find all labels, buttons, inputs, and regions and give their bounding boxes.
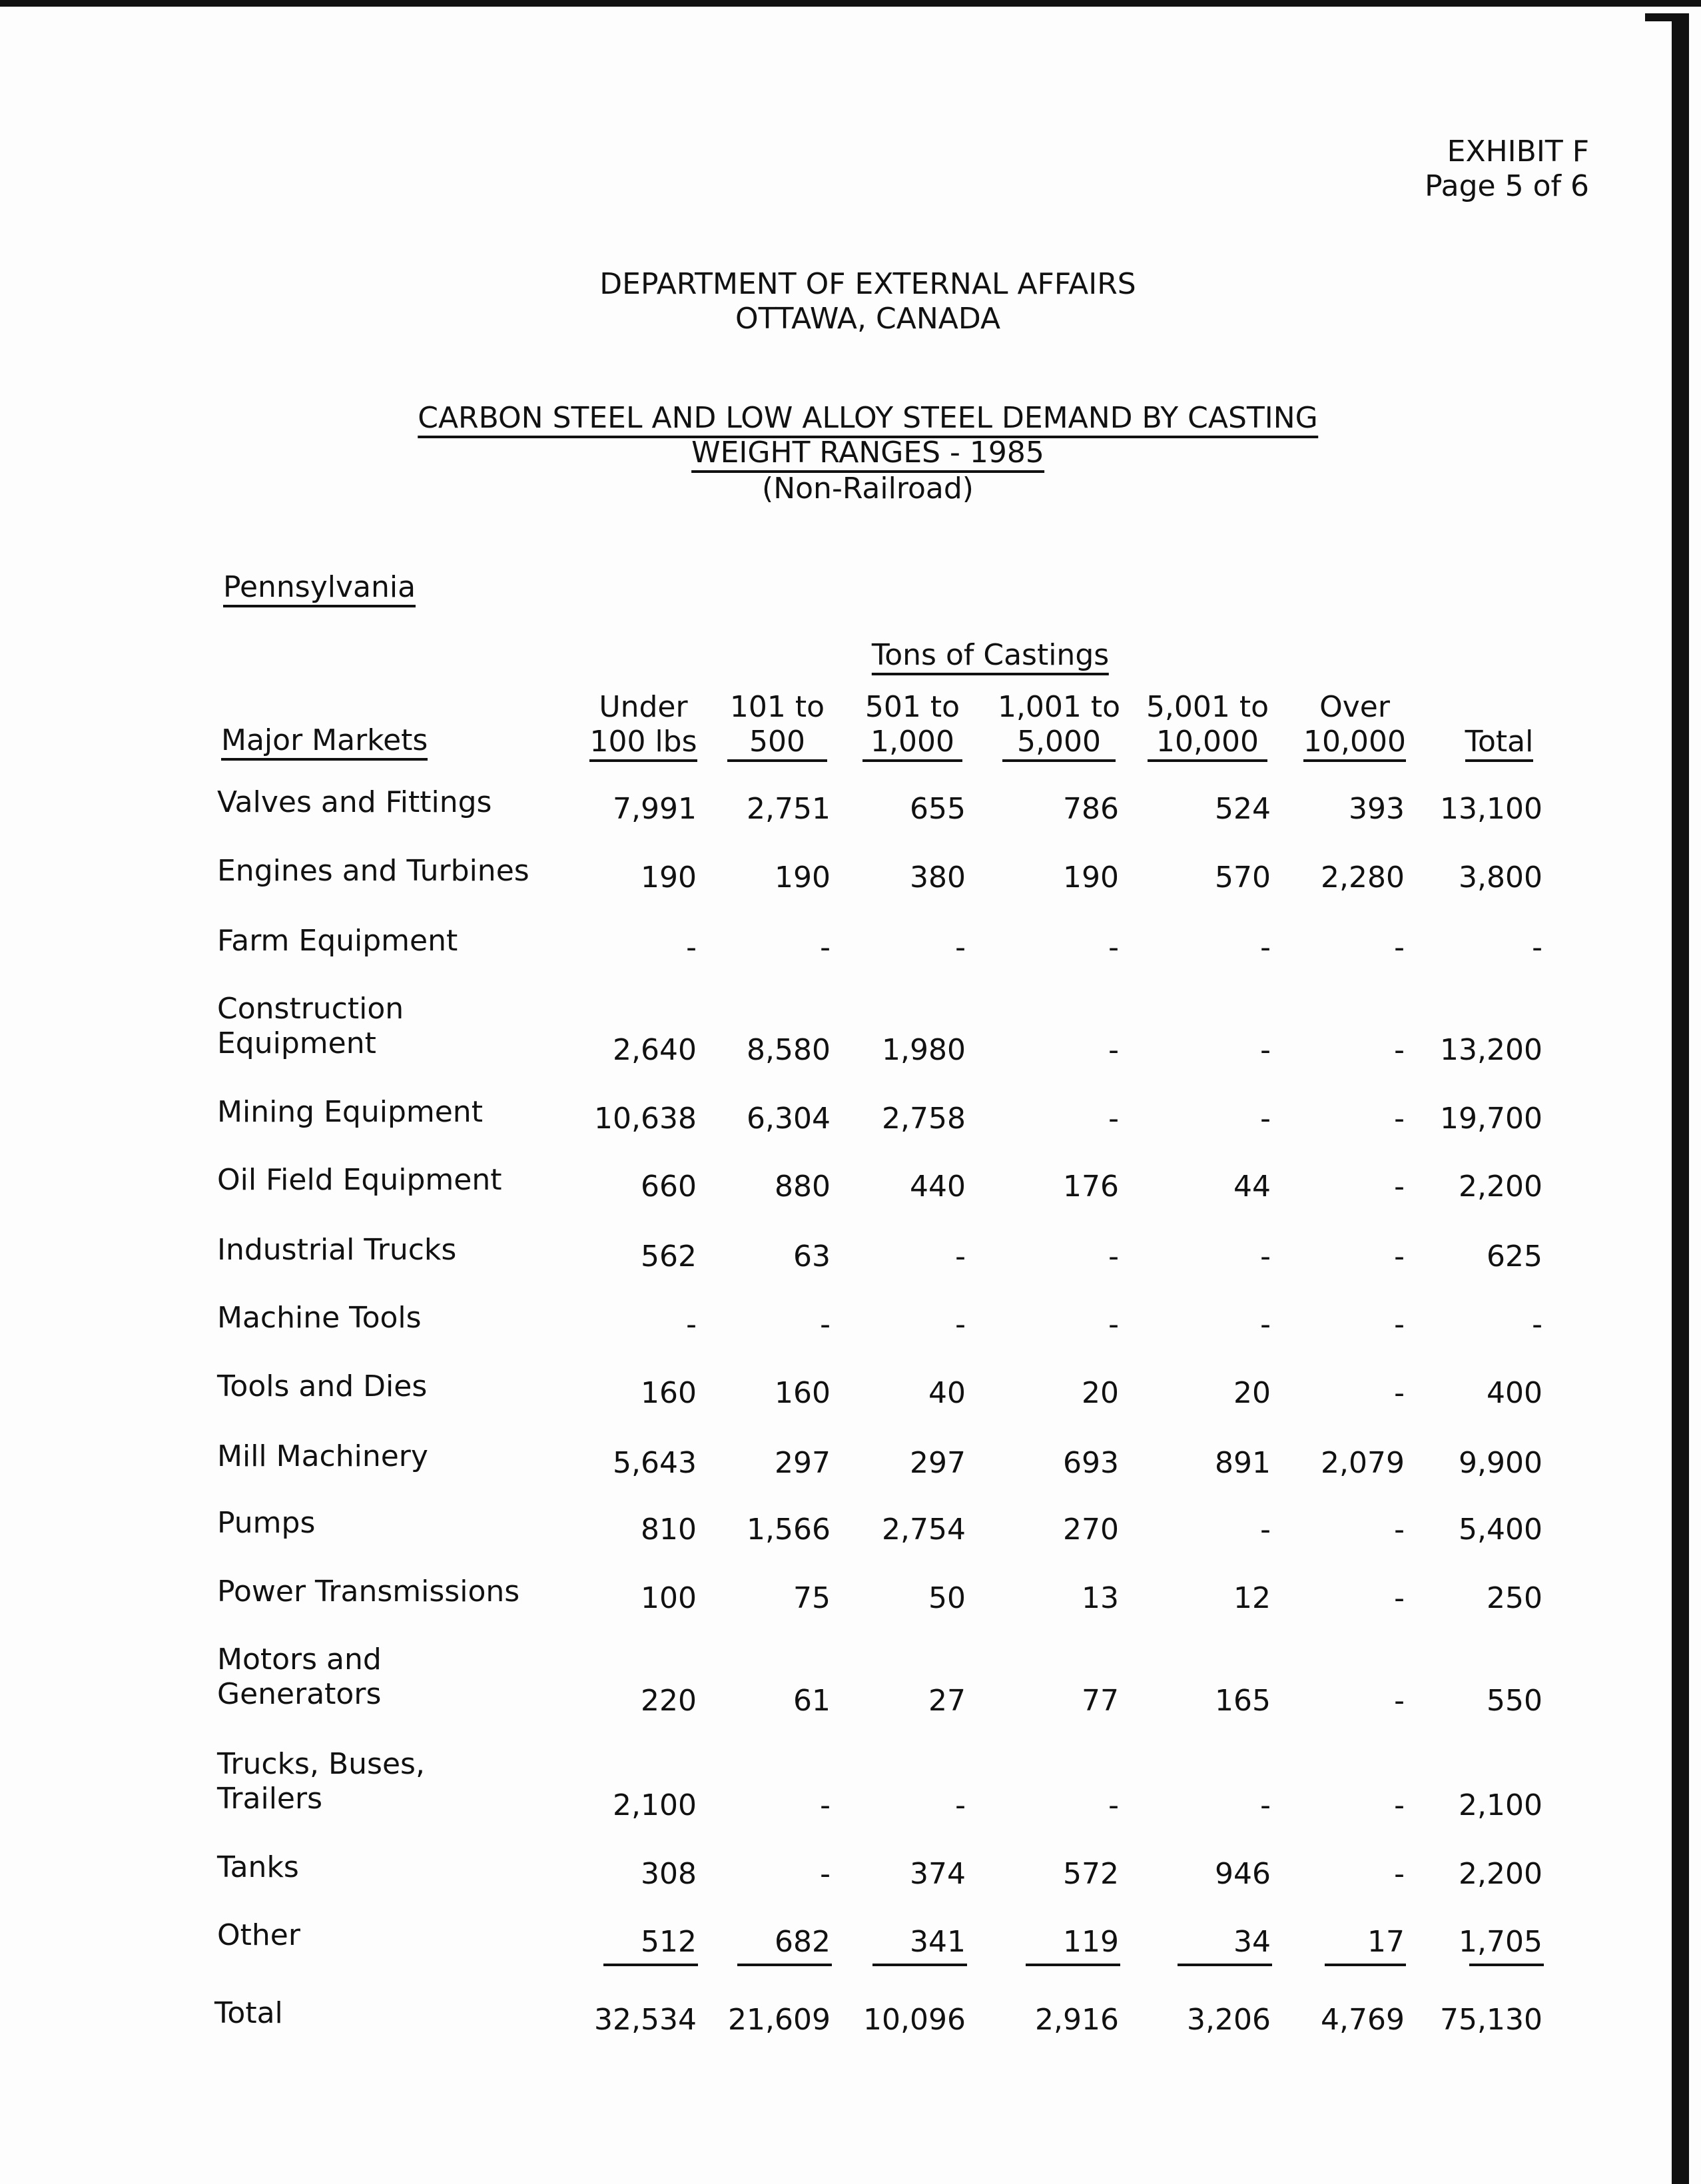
subtotal-underline	[872, 1964, 967, 1966]
table-cell: 2,640	[613, 1033, 697, 1067]
column-header-line1: 501 to	[864, 690, 960, 724]
market-label: Mill Machinery	[217, 1439, 428, 1473]
column-header-line2: Total	[1465, 725, 1534, 762]
table-cell: -	[686, 930, 697, 964]
table-cell: 61	[793, 1684, 831, 1718]
column-header-line1: Under	[599, 690, 688, 724]
table-cell: -	[1394, 1857, 1405, 1891]
table-cell: 12	[1233, 1581, 1271, 1615]
table-cell: -	[1260, 1240, 1271, 1274]
table-cell: -	[1394, 1033, 1405, 1067]
table-cell: 562	[641, 1240, 697, 1274]
table-cell: 100	[641, 1581, 697, 1615]
table-cell: -	[955, 930, 966, 964]
table-cell: -	[820, 1788, 831, 1822]
table-cell: -	[686, 1307, 697, 1341]
table-cell: -	[1260, 1033, 1271, 1067]
table-cell: 297	[910, 1446, 966, 1480]
table-cell: 380	[910, 861, 966, 895]
table-cell: 660	[641, 1170, 697, 1204]
table-cell: 10,638	[594, 1102, 697, 1136]
total-cell: 32,534	[594, 2003, 697, 2037]
subtotal-underline	[1469, 1964, 1544, 1966]
column-header-line1: Over	[1319, 690, 1390, 724]
column-header-line2: 10,000	[1148, 725, 1267, 762]
table-cell: -	[955, 1240, 966, 1274]
market-label: Construction	[217, 992, 404, 1026]
table-cell: 393	[1349, 792, 1405, 826]
table-cell: 5,643	[613, 1446, 697, 1480]
market-label: Farm Equipment	[217, 924, 458, 958]
table-cell: 308	[641, 1857, 697, 1891]
subtotal-underline	[1026, 1964, 1120, 1966]
total-cell: 10,096	[863, 2003, 966, 2037]
department-name: DEPARTMENT OF EXTERNAL AFFAIRS	[599, 267, 1136, 301]
table-cell: 190	[1063, 861, 1119, 895]
table-cell: 440	[910, 1170, 966, 1204]
column-header-line2: 5,000	[1002, 725, 1116, 762]
table-cell: 20	[1082, 1376, 1119, 1410]
table-cell: -	[1394, 1240, 1405, 1274]
table-cell: -	[1260, 930, 1271, 964]
table-cell: 2,758	[882, 1102, 966, 1136]
total-cell: 4,769	[1321, 2003, 1405, 2037]
market-label: Generators	[217, 1677, 382, 1711]
table-cell: -	[1108, 1033, 1119, 1067]
column-header	[1298, 690, 1411, 762]
table-cell: 786	[1063, 792, 1119, 826]
subtotal-underline	[1178, 1964, 1272, 1966]
table-cell: 50	[928, 1581, 966, 1615]
table-cell: 119	[1063, 1925, 1119, 1959]
table-cell: -	[1532, 1307, 1542, 1341]
table-cell: 13,100	[1440, 792, 1542, 826]
table-cell: 165	[1215, 1684, 1271, 1718]
table-cell: -	[1108, 930, 1119, 964]
row-header: Major Markets	[221, 726, 428, 761]
table-cell: -	[1108, 1788, 1119, 1822]
table-cell: 2,200	[1459, 1857, 1542, 1891]
table-cell: 19,700	[1440, 1102, 1542, 1136]
market-label: Motors and	[217, 1642, 382, 1676]
table-cell: -	[1394, 1102, 1405, 1136]
table-cell: 880	[775, 1170, 831, 1204]
market-label: Pumps	[217, 1506, 316, 1540]
table-cell: 7,991	[613, 792, 697, 826]
document-title-line2: WEIGHT RANGES - 1985	[691, 438, 1044, 473]
table-cell: 2,079	[1321, 1446, 1405, 1480]
total-cell: 21,609	[728, 2003, 831, 2037]
market-label: Industrial Trucks	[217, 1233, 457, 1267]
table-cell: 2,754	[882, 1513, 966, 1547]
table-cell: -	[820, 1307, 831, 1341]
table-cell: -	[1260, 1788, 1271, 1822]
column-header-line2: 500	[727, 725, 827, 762]
column-header-line1	[1449, 690, 1549, 725]
table-cell: 570	[1215, 861, 1271, 895]
table-cell: 77	[1082, 1684, 1119, 1718]
table-cell: 270	[1063, 1513, 1119, 1547]
table-cell: 5,400	[1459, 1513, 1542, 1547]
table-cell: -	[1108, 1307, 1119, 1341]
column-header	[1449, 690, 1549, 762]
table-cell: 190	[641, 861, 697, 895]
table-cell: 946	[1215, 1857, 1271, 1891]
table-cell: 250	[1487, 1581, 1542, 1615]
column-header	[583, 690, 703, 762]
market-label: Power Transmissions	[217, 1575, 520, 1609]
subtotal-underline	[603, 1964, 698, 1966]
table-cell: 693	[1063, 1446, 1119, 1480]
market-label: Machine Tools	[217, 1301, 422, 1335]
table-cell: -	[1394, 930, 1405, 964]
column-header-line1: 5,001 to	[1146, 690, 1269, 724]
table-cell: 1,980	[882, 1033, 966, 1067]
column-header-line2: 1,000	[862, 725, 962, 762]
column-header	[992, 690, 1126, 762]
page-top-border	[0, 0, 1701, 7]
page-corner-mark	[1645, 13, 1685, 21]
table-cell: -	[1532, 930, 1542, 964]
column-header-line2: 10,000	[1303, 725, 1406, 762]
table-cell: 810	[641, 1513, 697, 1547]
table-cell: 297	[775, 1446, 831, 1480]
table-cell: 9,900	[1459, 1446, 1542, 1480]
table-cell: 160	[641, 1376, 697, 1410]
table-cell: -	[1108, 1102, 1119, 1136]
document-subtitle: (Non-Railroad)	[762, 472, 974, 506]
table-cell: 44	[1233, 1170, 1271, 1204]
table-cell: 524	[1215, 792, 1271, 826]
table-cell: -	[820, 930, 831, 964]
market-label: Valves and Fittings	[217, 785, 492, 819]
total-label: Total	[214, 1996, 283, 2030]
column-header-line1: 101 to	[729, 690, 825, 724]
market-label: Oil Field Equipment	[217, 1163, 502, 1197]
table-cell: -	[1394, 1170, 1405, 1204]
table-cell: 13	[1082, 1581, 1119, 1615]
total-cell: 2,916	[1035, 2003, 1119, 2037]
table-cell: 550	[1487, 1684, 1542, 1718]
table-cell: 160	[775, 1376, 831, 1410]
table-cell: 20	[1233, 1376, 1271, 1410]
page-number: Page 5 of 6	[1425, 169, 1589, 203]
table-cell: 176	[1063, 1170, 1119, 1204]
table-cell: 13,200	[1440, 1033, 1542, 1067]
exhibit-label: EXHIBIT F	[1447, 135, 1589, 169]
table-cell: 1,705	[1459, 1925, 1542, 1959]
table-cell: 34	[1233, 1925, 1271, 1959]
page-right-border	[1672, 13, 1689, 2184]
table-cell: 3,800	[1459, 861, 1542, 895]
market-label: Other	[217, 1918, 300, 1952]
document-title: CARBON STEEL AND LOW ALLOY STEEL DEMAND BY CASTING	[418, 404, 1318, 438]
subtotal-underline	[1325, 1964, 1406, 1966]
column-header	[717, 690, 837, 762]
table-cell: 891	[1215, 1446, 1271, 1480]
table-cell: 2,751	[747, 792, 831, 826]
table-cell: 341	[910, 1925, 966, 1959]
table-cell: -	[820, 1857, 831, 1891]
table-cell: 6,304	[747, 1102, 831, 1136]
table-cell: 17	[1367, 1925, 1405, 1959]
table-cell: -	[1260, 1102, 1271, 1136]
table-cell: 190	[775, 861, 831, 895]
subtotal-underline	[737, 1964, 832, 1966]
column-header	[1138, 690, 1277, 762]
market-label: Engines and Turbines	[217, 854, 529, 888]
table-cell: 572	[1063, 1857, 1119, 1891]
table-cell: 625	[1487, 1240, 1542, 1274]
market-label: Tools and Dies	[217, 1369, 428, 1403]
region-heading: Pennsylvania	[223, 573, 416, 607]
table-cell: 2,200	[1459, 1170, 1542, 1204]
table-cell: 2,100	[1459, 1788, 1542, 1822]
table-cell: -	[1394, 1513, 1405, 1547]
column-header-line1: 1,001 to	[997, 690, 1121, 724]
table-cell: -	[955, 1307, 966, 1341]
total-cell: 75,130	[1440, 2003, 1542, 2037]
table-cell: 400	[1487, 1376, 1542, 1410]
table-cell: 682	[775, 1925, 831, 1959]
market-label: Equipment	[217, 1026, 376, 1060]
table-cell: 2,280	[1321, 861, 1405, 895]
table-cell: 655	[910, 792, 966, 826]
table-cell: -	[1260, 1513, 1271, 1547]
table-cell: -	[1394, 1376, 1405, 1410]
table-cell: 1,566	[747, 1513, 831, 1547]
table-cell: -	[1394, 1788, 1405, 1822]
table-cell: -	[1394, 1581, 1405, 1615]
market-label: Mining Equipment	[217, 1095, 483, 1129]
table-cell: 512	[641, 1925, 697, 1959]
table-cell: 27	[928, 1684, 966, 1718]
market-label: Trailers	[217, 1782, 322, 1816]
total-cell: 3,206	[1187, 2003, 1271, 2037]
column-header-line2: 100 lbs	[589, 725, 697, 762]
market-label: Trucks, Buses,	[217, 1747, 425, 1781]
table-cell: -	[1394, 1684, 1405, 1718]
table-group-header: Tons of Castings	[872, 641, 1109, 675]
table-cell: 220	[641, 1684, 697, 1718]
table-cell: -	[1394, 1307, 1405, 1341]
table-cell: 8,580	[747, 1033, 831, 1067]
department-location: OTTAWA, CANADA	[735, 302, 1001, 336]
table-cell: 2,100	[613, 1788, 697, 1822]
table-cell: 374	[910, 1857, 966, 1891]
table-cell: 63	[793, 1240, 831, 1274]
table-cell: -	[1108, 1240, 1119, 1274]
table-cell: -	[1260, 1307, 1271, 1341]
table-cell: 75	[793, 1581, 831, 1615]
column-header	[852, 690, 972, 762]
market-label: Tanks	[217, 1850, 299, 1884]
table-cell: -	[955, 1788, 966, 1822]
table-cell: 40	[928, 1376, 966, 1410]
